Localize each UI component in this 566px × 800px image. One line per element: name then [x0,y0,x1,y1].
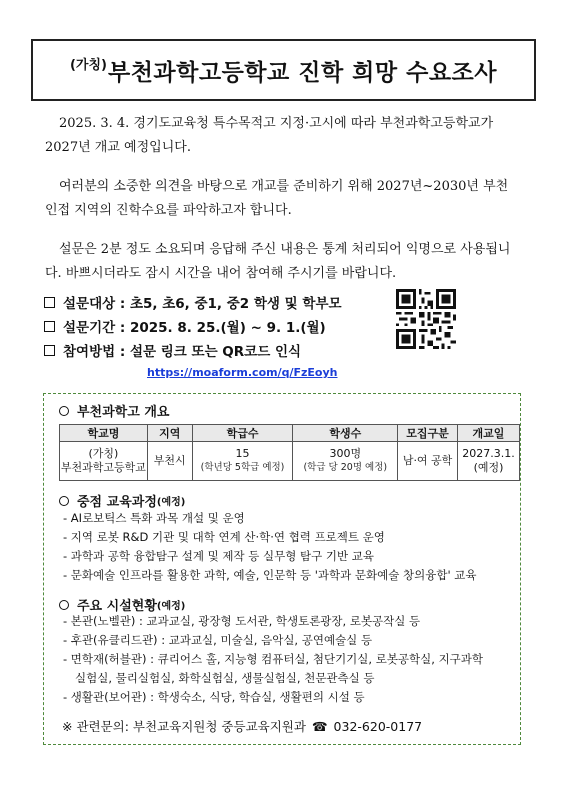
table-header: 학교명 [60,425,148,442]
region-cell: 부천시 [147,442,192,481]
overview-heading [59,401,169,420]
circle-bullet-icon [59,496,69,506]
list-item: - AI로보틱스 특화 과목 개설 및 운영 [63,511,245,525]
list-item: - 후관(유클리드관) : 교과교실, 미술실, 음악실, 공연예술실 등 [63,633,373,647]
list-item: - 생활관(보어관) : 학생숙소, 식당, 학습실, 생활편의 시설 등 [63,690,365,704]
facilities-heading-text: 주요 시설현황 [77,599,157,614]
table-header-row [60,425,520,442]
list-item: - 본관(노벨관) : 교과교실, 광장형 도서관, 학생토론광장, 로봇공작실 등 [63,614,421,628]
list-item: - 과학과 공학 융합탐구 설계 및 제작 등 실무형 탐구 기반 교육 [63,549,374,563]
survey-info [44,290,384,362]
title-prefix: (가칭) [69,57,107,73]
students-note: (학급 당 20명 예정) [303,462,388,473]
list-item: - 지역 로봇 R&D 기관 및 대학 연계 산·학·연 협력 프로젝트 운영 [63,530,385,544]
classes-note: (학년당 5학급 예정) [200,462,285,473]
open-date-note: (예정) [473,461,504,474]
facilities-heading-suffix: (예정) [156,601,186,612]
checkbox-icon [44,345,55,356]
curriculum-list [63,509,476,585]
curriculum-heading [59,491,185,510]
intro-text [45,112,523,301]
open-date: 2027.3.1. [462,447,515,460]
list-item: - 면학재(허블관) : 큐리어스 홀, 지능형 컴퓨터실, 첨단기기실, 로봇공학실, 지구과학 [63,652,484,666]
open-date-cell [457,442,519,481]
school-name-prefix: (가칭) [88,447,119,460]
students-cell [293,442,398,481]
students-count: 300명 [329,447,362,460]
checkbox-icon [44,297,55,308]
survey-method [44,338,384,362]
intro-paragraph: 설문은 2분 정도 소요되며 응답해 주신 내용은 통계 처리되어 익명으로 사용됩니다. 바쁘시더라도 잠시 시간을 내어 참여해 주시기를 바랍니다. [45,242,511,281]
table-header: 학생수 [293,425,398,442]
survey-method-text: 참여방법 : 설문 링크 또는 QR코드 인식 [63,344,302,360]
classes-cell [192,442,293,481]
circle-bullet-icon [59,406,69,416]
table-header: 지역 [147,425,192,442]
contact-line [62,717,422,735]
table-header: 모집구분 [398,425,458,442]
list-item: 실험실, 물리실험실, 화학실험실, 생물실험실, 천문관측실 등 [75,671,375,685]
contact-phone: 032-620-0177 [333,718,423,734]
survey-period-text: 설문기간 : 2025. 8. 25.(월) ~ 9. 1.(월) [63,320,326,336]
table-header: 개교일 [457,425,519,442]
circle-bullet-icon [59,600,69,610]
survey-target [44,290,384,314]
school-name-cell [60,442,148,481]
survey-link[interactable]: https://moaform.com/q/FzEoyh [147,366,338,379]
classes-count: 15 [235,447,250,460]
curriculum-heading-suffix: (예정) [156,497,186,508]
contact-text: ※ 관련문의: 부천교육지원청 중등교육지원과 [62,719,306,734]
table-header: 학급수 [192,425,293,442]
facilities-list [63,612,483,707]
qr-code-icon[interactable] [396,289,456,349]
survey-target-text: 설문대상 : 초5, 초6, 중1, 중2 학생 및 학부모 [63,296,342,312]
curriculum-heading-text: 중점 교육과정 [77,495,157,510]
page-title: 부천과학고등학교 진학 희망 수요조사 [107,59,497,86]
school-name: 부천과학고등학교 [60,461,146,474]
overview-table [59,424,520,481]
title-box [31,39,536,101]
survey-period [44,314,384,338]
recruit-cell: 남·여 공학 [398,442,458,481]
list-item: - 문화예술 인프라를 활용한 과학, 예술, 인문학 등 '과학과 문화예술 창의융합' 교육 [63,568,477,582]
phone-icon: ☎ [311,718,328,734]
table-row [60,442,520,481]
overview-heading-text: 부천과학고 개요 [77,405,170,420]
checkbox-icon [44,321,55,332]
intro-paragraph: 2025. 3. 4. 경기도교육청 특수목적고 지정·고시에 따라 부천과학고등학교가 2027년 개교 예정입니다. [45,116,494,155]
intro-paragraph: 여러분의 소중한 의견을 바탕으로 개교를 준비하기 위해 2027년~2030년 부천 인접 지역의 진학수요를 파악하고자 합니다. [45,179,509,218]
